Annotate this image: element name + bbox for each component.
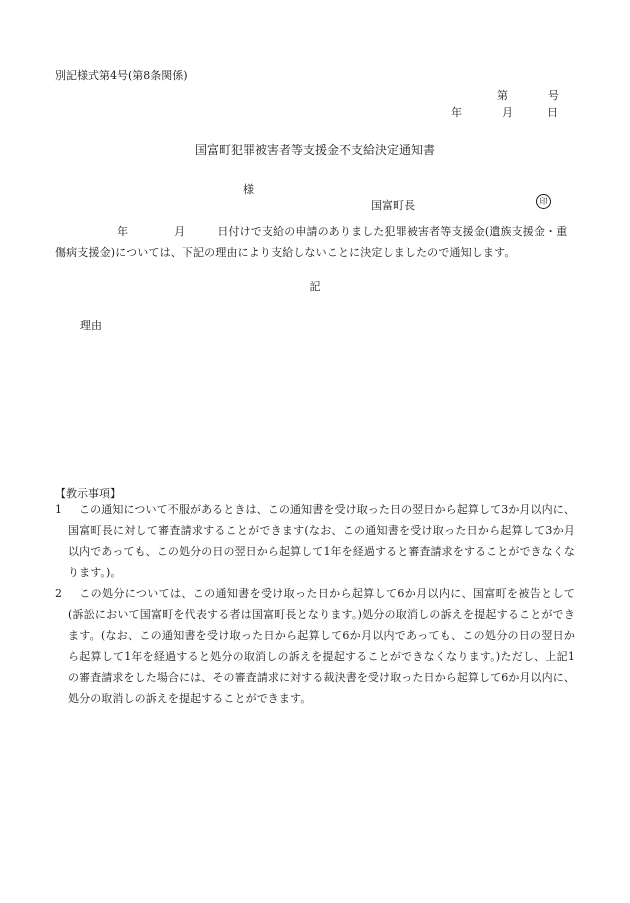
notice-list <box>55 499 575 709</box>
document-title: 国富町犯罪被害者等支援金不支給決定通知書 <box>194 143 435 157</box>
date-day: 日 <box>547 106 558 119</box>
notice-heading: 【教示事項】 <box>55 487 121 500</box>
reason-label: 理由 <box>80 319 102 332</box>
body-text: 日付けで支給の申請のありました犯罪被害者等支援金(遺族支援金・重傷病支援金)については、下記の理由により支給しないことに決定しましたので通知します。 <box>55 225 568 259</box>
issuer-name: 国富町長 <box>371 199 415 212</box>
notice-text: この処分については、この通知書を受け取った日から起算して6か月以内に、国富町を被告として(訴訟において国富町を代表する者は国富町長となります。)処分の取消しの訴えを提起することができます。(なお、この通知書を受け取った日から起算して6か月以内であっても、この処分の日の翌日から起算して1年を経過すると処分の取消しの訴えを提起することができなくなります。)ただし、上記1の審査請求をした場合には、その審査請求に対する裁決書を受け取った日から起算して6か月以内に、処分の取消しの訴えを提起することができます。 <box>68 587 575 705</box>
document-number <box>497 87 559 103</box>
notice-item <box>55 583 575 709</box>
body-month: 月 <box>174 225 186 238</box>
date-year: 年 <box>451 106 462 119</box>
ki-heading: 記 <box>309 280 321 293</box>
addressee: 様 <box>243 183 254 196</box>
notice-number: 1 <box>55 503 63 516</box>
date-month: 月 <box>502 106 513 119</box>
notice-item <box>55 499 575 583</box>
notice-text: この通知について不服があるときは、この通知書を受け取った日の翌日から起算して3か月以内に、国富町長に対して審査請求することができます(なお、この通知書を受け取った日から起算して3か月以内であっても、この処分の日の翌日から起算して1年を経過すると審査請求をすることができなくなります。)。 <box>68 503 575 579</box>
seal-icon: 印 <box>536 194 551 209</box>
number-suffix: 号 <box>548 89 559 102</box>
body-year: 年 <box>117 225 129 238</box>
notice-number: 2 <box>55 587 63 600</box>
issue-date <box>451 104 558 120</box>
form-label: 別記様式第4号(第8条関係) <box>55 69 188 82</box>
number-prefix: 第 <box>497 89 508 102</box>
body-paragraph <box>55 221 575 263</box>
